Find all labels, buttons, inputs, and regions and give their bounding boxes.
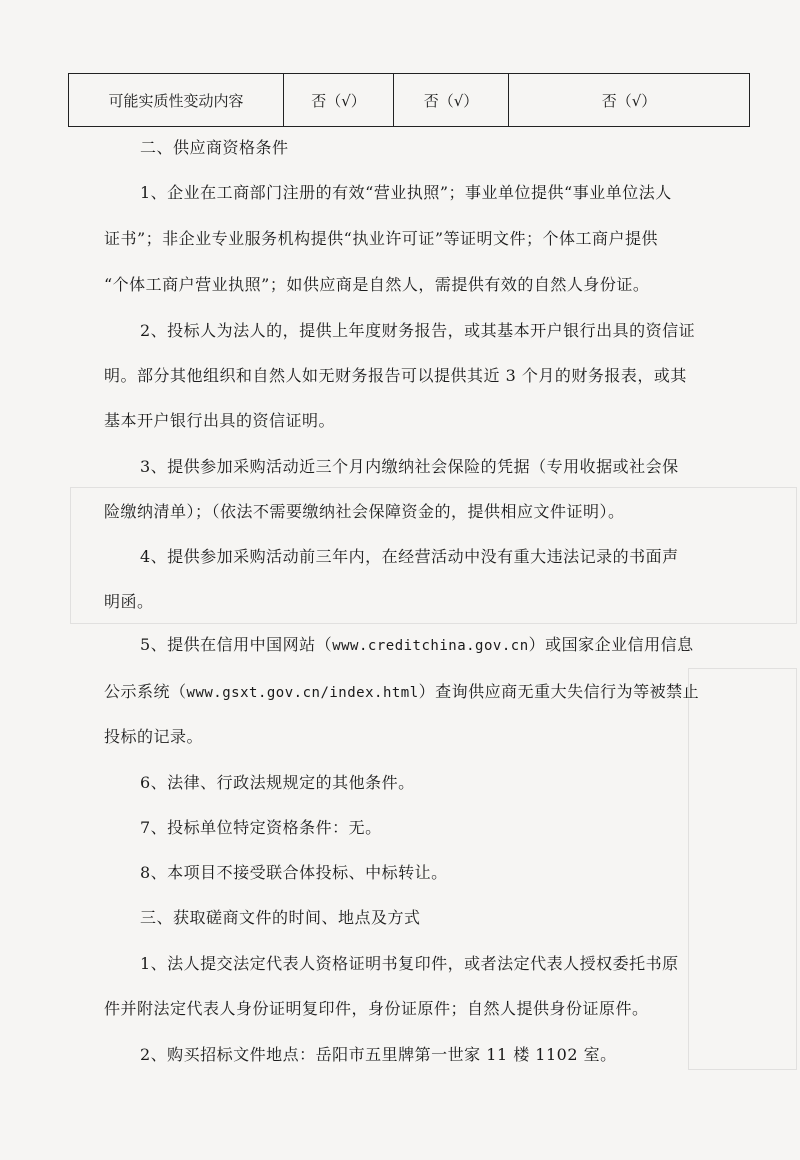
creditchina-url: www.creditchina.gov.cn bbox=[332, 638, 529, 654]
paragraph-line: 1、企业在工商部门注册的有效“营业执照”；事业单位提供“事业单位法人 bbox=[140, 183, 672, 202]
table-label-cell: 可能实质性变动内容 bbox=[69, 74, 284, 127]
paragraph-line: 4、提供参加采购活动前三年内，在经营活动中没有重大违法记录的书面声 bbox=[140, 547, 679, 566]
paragraph-line: 8、本项目不接受联合体投标、中标转让。 bbox=[140, 863, 448, 882]
paragraph-line: 投标的记录。 bbox=[104, 727, 204, 746]
paragraph-line: 2、投标人为法人的，提供上年度财务报告，或其基本开户银行出具的资信证 bbox=[140, 321, 696, 340]
text-run: 公示系统（ bbox=[104, 682, 187, 701]
paragraph-line: 险缴纳清单）；（依法不需要缴纳社会保障资金的，提供相应文件证明）。 bbox=[104, 502, 625, 521]
text-run: ）查询供应商无重大失信行为等被禁止 bbox=[418, 682, 700, 701]
paragraph-line bbox=[140, 632, 694, 655]
paragraph-line: 明函。 bbox=[104, 592, 154, 611]
table-row bbox=[69, 74, 750, 127]
paragraph-line: 1、法人提交法定代表人资格证明书复印件，或者法定代表人授权委托书原 bbox=[140, 954, 679, 973]
paragraph-line: 3、提供参加采购活动近三个月内缴纳社会保险的凭据（专用收据或社会保 bbox=[140, 457, 679, 476]
paragraph-line bbox=[104, 679, 699, 702]
paragraph-line: 6、法律、行政法规规定的其他条件。 bbox=[140, 773, 415, 792]
change-table bbox=[68, 73, 750, 127]
paragraph-line: 基本开户银行出具的资信证明。 bbox=[104, 411, 336, 430]
paragraph-line: 7、投标单位特定资格条件：无。 bbox=[140, 818, 382, 837]
table-cell: 否（√） bbox=[509, 74, 750, 127]
bleed-through-table bbox=[688, 668, 797, 1070]
paragraph-line: 明。部分其他组织和自然人如无财务报告可以提供其近 3 个月的财务报表，或其 bbox=[104, 366, 687, 385]
paragraph-line: 件并附法定代表人身份证明复印件，身份证原件；自然人提供身份证原件。 bbox=[104, 999, 649, 1018]
paragraph-line: 证书”；非企业专业服务机构提供“执业许可证”等证明文件；个体工商户提供 bbox=[104, 229, 659, 248]
section-heading: 二、供应商资格条件 bbox=[140, 138, 289, 157]
text-run: ）或国家企业信用信息 bbox=[528, 635, 694, 654]
paragraph-line: 2、购买招标文件地点：岳阳市五里牌第一世家 11 楼 1102 室。 bbox=[140, 1045, 617, 1064]
paragraph-line: “个体工商户营业执照”；如供应商是自然人，需提供有效的自然人身份证。 bbox=[104, 275, 650, 294]
section-heading: 三、获取磋商文件的时间、地点及方式 bbox=[140, 908, 421, 927]
gsxt-url: www.gsxt.gov.cn/index.html bbox=[186, 685, 419, 701]
table-cell: 否（√） bbox=[284, 74, 394, 127]
text-run: 5、提供在信用中国网站（ bbox=[140, 635, 333, 654]
table-cell: 否（√） bbox=[394, 74, 509, 127]
